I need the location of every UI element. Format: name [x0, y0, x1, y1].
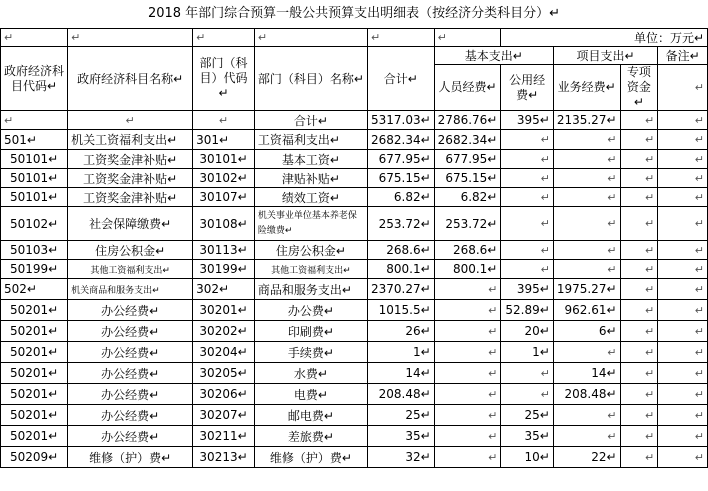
cell-gov-code: 50102↵: [1, 207, 68, 241]
cell-dept-code: 30206↵: [193, 384, 255, 405]
table-row: [1, 241, 708, 260]
cell-gov-code: ↵: [1, 111, 68, 130]
cell-dept-code: 30107↵: [193, 188, 255, 207]
cell-gov-name: 社会保障缴费↵: [68, 207, 193, 241]
cell-dept-name: 机关事业单位基本养老保险缴费↵: [254, 207, 367, 241]
cell-special: ↵: [620, 111, 658, 130]
cell-dept-name: 工资福利支出↵: [254, 130, 367, 150]
cell-dept-name: 电费↵: [254, 384, 367, 405]
cell-note: ↵: [658, 405, 708, 426]
cell-public: ↵: [501, 260, 553, 279]
cell-gov-code: 50201↵: [1, 405, 68, 426]
cell-dept-name: 绩效工资↵: [254, 188, 367, 207]
cell-note: ↵: [658, 260, 708, 279]
cell-public: 52.89↵: [501, 300, 553, 321]
header-total: 合计↵: [367, 47, 434, 111]
table-row: [1, 300, 708, 321]
cell-gov-code: 50201↵: [1, 342, 68, 363]
cell-dept-name: 手续费↵: [254, 342, 367, 363]
cell-dept-name: 印刷费↵: [254, 321, 367, 342]
cell-business: ↵: [553, 188, 620, 207]
cell-public: ↵: [501, 150, 553, 169]
cell-dept-name: 差旅费↵: [254, 426, 367, 447]
cell-special: ↵: [620, 426, 658, 447]
cell-note: ↵: [658, 363, 708, 384]
cell-note: ↵: [658, 207, 708, 241]
cell-note: ↵: [658, 342, 708, 363]
cell-personnel: ↵: [434, 405, 501, 426]
cell-personnel: 6.82↵: [434, 188, 501, 207]
cell-special: ↵: [620, 169, 658, 188]
cell-dept-name: 基本工资↵: [254, 150, 367, 169]
cell-note: ↵: [658, 111, 708, 130]
cell-dept-name: 水费↵: [254, 363, 367, 384]
cell-gov-name: 其他工资福利支出↵: [68, 260, 193, 279]
cell-personnel: 2786.76↵: [434, 111, 501, 130]
table-row: [1, 279, 708, 300]
cell-gov-name: 住房公积金↵: [68, 241, 193, 260]
cell-public: 35↵: [501, 426, 553, 447]
cell-dept-name: 其他工资福利支出↵: [254, 260, 367, 279]
cell-business: ↵: [553, 169, 620, 188]
cell-special: ↵: [620, 241, 658, 260]
cell-dept-name: 合计↵: [254, 111, 367, 130]
cell-dept-code: 30207↵: [193, 405, 255, 426]
cell-gov-name: 工资奖金津补贴↵: [68, 150, 193, 169]
cell-business: ↵: [553, 207, 620, 241]
cell-gov-name: 办公经费↵: [68, 300, 193, 321]
table-row: [1, 207, 708, 241]
table-row: [1, 384, 708, 405]
cell-public: 25↵: [501, 405, 553, 426]
cell-public: ↵: [501, 384, 553, 405]
header-special: 专项资金↵: [620, 65, 658, 111]
cell-business: 6↵: [553, 321, 620, 342]
cell-gov-name: 办公经费↵: [68, 321, 193, 342]
cell-gov-name: 办公经费↵: [68, 342, 193, 363]
cell-total: 25↵: [367, 405, 434, 426]
cell-total: 2370.27↵: [367, 279, 434, 300]
cell-dept-code: 30113↵: [193, 241, 255, 260]
cell-personnel: ↵: [434, 321, 501, 342]
cell-gov-name: ↵: [68, 111, 193, 130]
cell-public: 395↵: [501, 111, 553, 130]
cell-gov-code: 50201↵: [1, 300, 68, 321]
cell-special: ↵: [620, 342, 658, 363]
cell-total: 800.1↵: [367, 260, 434, 279]
cell-personnel: ↵: [434, 384, 501, 405]
cell-note: ↵: [658, 279, 708, 300]
cell-dept-code: 301↵: [193, 130, 255, 150]
cell-dept-name: 津贴补贴↵: [254, 169, 367, 188]
table-row: [1, 426, 708, 447]
table-row: [1, 363, 708, 384]
cell-dept-code: 30101↵: [193, 150, 255, 169]
cell-total: 675.15↵: [367, 169, 434, 188]
cell-dept-code: 30204↵: [193, 342, 255, 363]
cell-business: 208.48↵: [553, 384, 620, 405]
cell-special: ↵: [620, 279, 658, 300]
cell-business: ↵: [553, 241, 620, 260]
cell-business: ↵: [553, 130, 620, 150]
cell-business: 14↵: [553, 363, 620, 384]
cell-dept-name: 住房公积金↵: [254, 241, 367, 260]
cell-business: ↵: [553, 405, 620, 426]
cell-personnel: 268.6↵: [434, 241, 501, 260]
table-row: [1, 260, 708, 279]
cell-public: 1↵: [501, 342, 553, 363]
cell-public: ↵: [501, 241, 553, 260]
cell-special: ↵: [620, 363, 658, 384]
cell-special: ↵: [620, 150, 658, 169]
cell-gov-name: 办公经费↵: [68, 405, 193, 426]
header-row-1: [1, 47, 708, 65]
header-gov-code: 政府经济科目代码↵: [1, 47, 68, 111]
cell-gov-name: 办公经费↵: [68, 384, 193, 405]
cell-business: 22↵: [553, 447, 620, 468]
header-note: 备注↵: [658, 47, 708, 65]
cell-dept-code: ↵: [193, 111, 255, 130]
table-row: [1, 342, 708, 363]
cell-dept-code: 30211↵: [193, 426, 255, 447]
cell-special: ↵: [620, 188, 658, 207]
table-row: [1, 111, 708, 130]
cell-gov-code: 50201↵: [1, 321, 68, 342]
cell-total: 677.95↵: [367, 150, 434, 169]
cell-personnel: ↵: [434, 447, 501, 468]
unit-label: 单位：万元↵: [501, 29, 708, 47]
cell-dept-name: 邮电费↵: [254, 405, 367, 426]
cell-total: 6.82↵: [367, 188, 434, 207]
cell-gov-code: 50201↵: [1, 363, 68, 384]
cell-business: ↵: [553, 150, 620, 169]
cell-note: ↵: [658, 447, 708, 468]
cell-public: ↵: [501, 188, 553, 207]
cell-total: 268.6↵: [367, 241, 434, 260]
budget-table: [0, 28, 708, 468]
cell-gov-code: 50209↵: [1, 447, 68, 468]
cell-special: ↵: [620, 300, 658, 321]
cell-note: ↵: [658, 130, 708, 150]
cell-personnel: ↵: [434, 363, 501, 384]
cell-special: ↵: [620, 321, 658, 342]
cell-note: ↵: [658, 169, 708, 188]
cell-gov-code: 50199↵: [1, 260, 68, 279]
cell-personnel: ↵: [434, 426, 501, 447]
cell-gov-code: 50101↵: [1, 188, 68, 207]
cell-personnel: 800.1↵: [434, 260, 501, 279]
cell-dept-code: 30202↵: [193, 321, 255, 342]
cell-public: ↵: [501, 363, 553, 384]
table-row: [1, 130, 708, 150]
cell-public: ↵: [501, 207, 553, 241]
cell-personnel: 675.15↵: [434, 169, 501, 188]
cell-public: ↵: [501, 169, 553, 188]
cell-gov-code: 50101↵: [1, 150, 68, 169]
cell-gov-name: 工资奖金津补贴↵: [68, 188, 193, 207]
cell-gov-name: 工资奖金津补贴↵: [68, 169, 193, 188]
cell-gov-name: 机关商品和服务支出↵: [68, 279, 193, 300]
cell-dept-code: 30213↵: [193, 447, 255, 468]
cell-business: 962.61↵: [553, 300, 620, 321]
cell-gov-code: 50103↵: [1, 241, 68, 260]
cell-gov-code: 50201↵: [1, 426, 68, 447]
cell-personnel: ↵: [434, 279, 501, 300]
cell-business: ↵: [553, 426, 620, 447]
cell-special: ↵: [620, 447, 658, 468]
cell-special: ↵: [620, 130, 658, 150]
table-title: 2018 年部门综合预算一般公共预算支出明细表（按经济分类科目分）↵: [0, 0, 708, 29]
cell-dept-name: 办公费↵: [254, 300, 367, 321]
cell-gov-code: 50201↵: [1, 384, 68, 405]
cell-personnel: 253.72↵: [434, 207, 501, 241]
cell-dept-code: 30108↵: [193, 207, 255, 241]
header-dept-name: 部门（科目）名称↵: [254, 47, 367, 111]
cell-business: 1975.27↵: [553, 279, 620, 300]
table-row: [1, 405, 708, 426]
table-row: [1, 188, 708, 207]
cell-total: 35↵: [367, 426, 434, 447]
cell-personnel: 677.95↵: [434, 150, 501, 169]
cell-gov-name: 维修（护）费↵: [68, 447, 193, 468]
cell-personnel: ↵: [434, 300, 501, 321]
cell-total: 32↵: [367, 447, 434, 468]
cell-note: ↵: [658, 384, 708, 405]
cell-public: 20↵: [501, 321, 553, 342]
cell-dept-code: 30199↵: [193, 260, 255, 279]
cell-gov-code: 50101↵: [1, 169, 68, 188]
cell-public: 10↵: [501, 447, 553, 468]
table-row: [1, 321, 708, 342]
header-gov-name: 政府经济科目名称↵: [68, 47, 193, 111]
cell-public: ↵: [501, 130, 553, 150]
table-row: [1, 447, 708, 468]
cell-note: ↵: [658, 241, 708, 260]
cell-personnel: 2682.34↵: [434, 130, 501, 150]
unit-row: ↵ ↵ ↵ ↵ ↵ ↵ 单位：万元↵: [1, 29, 708, 47]
cell-total: 253.72↵: [367, 207, 434, 241]
cell-total: 14↵: [367, 363, 434, 384]
cell-business: 2135.27↵: [553, 111, 620, 130]
cell-dept-code: 30102↵: [193, 169, 255, 188]
cell-gov-name: 机关工资福利支出↵: [68, 130, 193, 150]
table-row: [1, 150, 708, 169]
cell-total: 26↵: [367, 321, 434, 342]
header-business: 业务经费↵: [553, 65, 620, 111]
header-personnel: 人员经费↵: [434, 65, 501, 111]
cell-note: ↵: [658, 150, 708, 169]
cell-public: 395↵: [501, 279, 553, 300]
cell-total: 1↵: [367, 342, 434, 363]
cell-business: ↵: [553, 342, 620, 363]
cell-total: 2682.34↵: [367, 130, 434, 150]
table-row: [1, 169, 708, 188]
cell-dept-code: 302↵: [193, 279, 255, 300]
cell-note: ↵: [658, 300, 708, 321]
cell-gov-name: 办公经费↵: [68, 363, 193, 384]
cell-gov-name: 办公经费↵: [68, 426, 193, 447]
cell-note: ↵: [658, 426, 708, 447]
header-dept-code: 部门（科目）代码↵: [193, 47, 255, 111]
cell-dept-name: 商品和服务支出↵: [254, 279, 367, 300]
cell-special: ↵: [620, 384, 658, 405]
cell-gov-code: 502↵: [1, 279, 68, 300]
cell-total: 5317.03↵: [367, 111, 434, 130]
cell-dept-code: 30201↵: [193, 300, 255, 321]
cell-note: ↵: [658, 188, 708, 207]
cell-special: ↵: [620, 207, 658, 241]
cell-personnel: ↵: [434, 342, 501, 363]
cell-business: ↵: [553, 260, 620, 279]
header-basic: 基本支出↵: [434, 47, 553, 65]
header-public: 公用经费↵: [501, 65, 553, 111]
cell-special: ↵: [620, 260, 658, 279]
header-note-blank: ↵: [658, 65, 708, 111]
cell-dept-code: 30205↵: [193, 363, 255, 384]
cell-dept-name: 维修（护）费↵: [254, 447, 367, 468]
cell-gov-code: 501↵: [1, 130, 68, 150]
cell-total: 208.48↵: [367, 384, 434, 405]
cell-special: ↵: [620, 405, 658, 426]
header-project: 项目支出↵: [553, 47, 657, 65]
cell-total: 1015.5↵: [367, 300, 434, 321]
cell-note: ↵: [658, 321, 708, 342]
